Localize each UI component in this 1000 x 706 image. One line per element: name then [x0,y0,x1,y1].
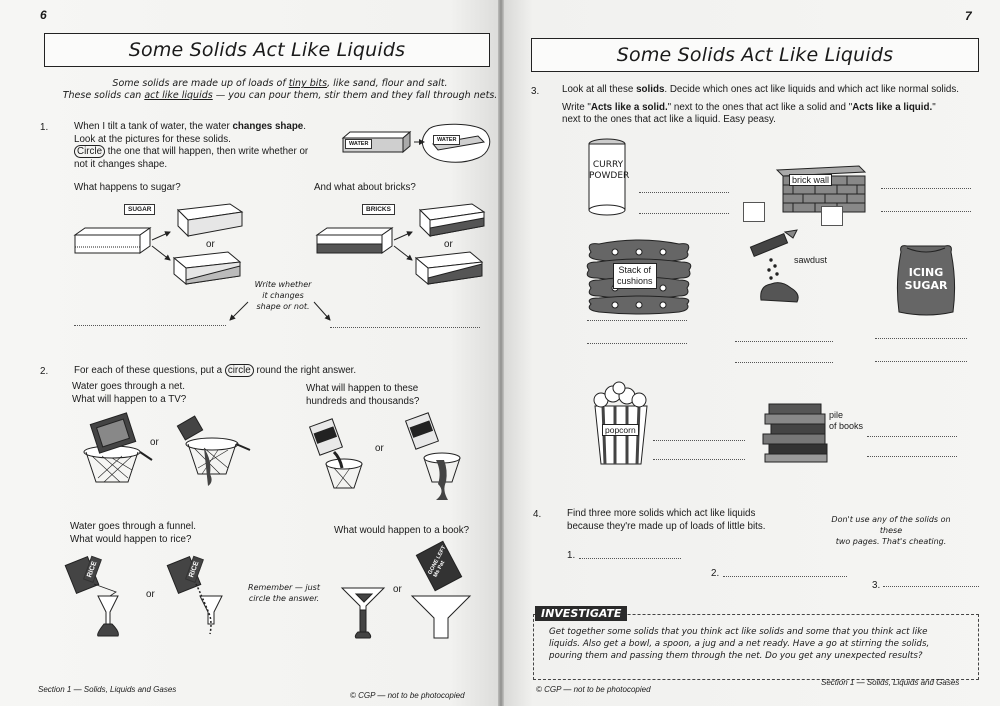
bricks-label: BRICKS [362,204,395,215]
q4-note: Don't use any of the solids on these two pages. That's cheating. [831,515,951,546]
book-or: or [393,584,402,595]
brick-wall-label: brick wall [789,174,832,186]
brick-tanks-illustration [312,200,492,290]
sugar-question: What happens to sugar? [74,182,181,193]
footer-left-copyright: © CGP — not to be photocopied [350,691,465,700]
rice-or: or [146,589,155,600]
q2d-text: What would happen to a book? [334,525,470,536]
footer-left-section: Section 1 — Solids, Liquids and Gases [38,685,177,694]
q1-number: 1. [40,122,49,133]
curry-answer-line-1[interactable] [639,192,729,193]
q1-hint: Write whether it changes shape or not. [254,280,312,311]
books-label: pile of books [829,410,864,431]
page-number-left: 6 [40,8,47,22]
sawdust-illustration [741,226,831,306]
remember-note: Remember — just circle the answer. [248,583,320,603]
book-spine [498,0,504,706]
q4-answer-line-1[interactable] [579,558,681,559]
curry-answer-box[interactable] [743,202,765,222]
bricks-or: or [444,239,453,250]
sugar-tanks-illustration [70,200,250,290]
cushions-label: Stack of cushions [613,263,657,289]
cushions-answer-line-1[interactable] [587,320,687,321]
brick-answer-line-1[interactable] [881,188,971,189]
curry-answer-line-2[interactable] [639,213,729,214]
water-label-2: WATER [433,135,460,145]
popcorn-answer-line-2[interactable] [653,459,745,460]
sugar-or: or [206,239,215,250]
q2a-text: Water goes through a net. What will happen to a TV? [72,381,187,405]
popcorn-answer-line-1[interactable] [653,440,745,441]
page-title-left: Some Solids Act Like Liquids [44,33,490,67]
water-label-1: WATER [345,139,372,149]
books-answer-line-1[interactable] [867,436,957,437]
right-page [503,0,1000,706]
icing-sugar-label: ICING SUGAR [904,266,948,292]
q2c-text: Water goes through a funnel. What would happen to rice? [70,521,196,545]
cushions-answer-line-2[interactable] [587,343,687,344]
q4-number: 4. [533,509,542,520]
icing-answer-line-1[interactable] [875,338,967,339]
footer-right-section: Section 1 — Solids, Liquids and Gases [821,678,960,687]
page-number-right: 7 [965,9,972,23]
q2-number: 2. [40,366,49,377]
q3-number: 3. [531,86,540,97]
brick-answer-line-2[interactable] [881,211,971,212]
q4-answer-line-2[interactable] [723,576,847,577]
q3-instructions: Look at all these solids. Decide which ones act like liquids and which act like normal solids. Write "Acts like a solid." next to the ones that act like a solid and "Acts like a liquid." next to the ones that act like a liquid. Easy peasy. [562,84,959,125]
brick-answer-box[interactable] [821,206,843,226]
book-label: GONE LEFT Ms Pat [427,545,448,579]
investigate-title: INVESTIGATE [535,606,627,621]
tv-net-illustration [72,410,252,490]
water-tank-illustration [338,124,488,174]
q2-instructions: For each of these questions, put a circle round the right answer. [74,365,357,376]
bricks-answer-line[interactable] [330,327,480,328]
sprinkles-net-illustration [304,412,474,502]
sugar-label: SUGAR [124,204,155,215]
q4-answer-3-number: 3. [872,580,881,591]
book-funnel-illustration [334,540,484,640]
page-title-right: Some Solids Act Like Liquids [531,38,979,72]
sawdust-answer-line-1[interactable] [735,341,833,342]
popcorn-label: popcorn [602,424,639,436]
q4-answer-line-3[interactable] [883,586,979,587]
bricks-question: And what about bricks? [314,182,416,193]
q2b-text: What will happen to these hundreds and thousands? [306,383,420,407]
q1-instructions: When I tilt a tank of water, the water changes shape. Look at the pictures for these solids. Circle the one that will happen, then write whether or not it changes shape. [74,121,309,170]
books-answer-line-2[interactable] [867,456,957,457]
q4-answer-2-number: 2. [711,568,720,579]
rice-label-2: RICE [185,556,204,583]
hint-arrows [226,300,336,330]
tv-or: or [150,437,159,448]
sawdust-answer-line-2[interactable] [735,362,833,363]
icing-answer-line-2[interactable] [875,361,967,362]
q4-answer-1-number: 1. [567,550,576,561]
curry-label: CURRY POWDER [589,160,630,181]
sprinkles-or: or [375,443,384,454]
q4-instructions: Find three more solids which act like liquids because they're made up of loads of little bits. [567,508,766,532]
rice-label-1: RICE [83,556,102,583]
sugar-answer-line[interactable] [74,325,226,326]
intro-text: Some solids are made up of loads of tiny bits, like sand, flour and salt. These solids can act like liquids — you can pour them, stir them and they fall through nets. [62,78,498,101]
books-illustration [761,400,835,464]
footer-right-copyright: © CGP — not to be photocopied [536,685,651,694]
investigate-text: Get together some solids that you think act like solids and some that you think act like liquids. Also get a bowl, a spoon, a jug and a net ready. Have a go at stirring the solids, pouring them and passing them through the net. Do you get any unexpected results? [549,627,930,661]
sawdust-label: sawdust [794,255,828,265]
